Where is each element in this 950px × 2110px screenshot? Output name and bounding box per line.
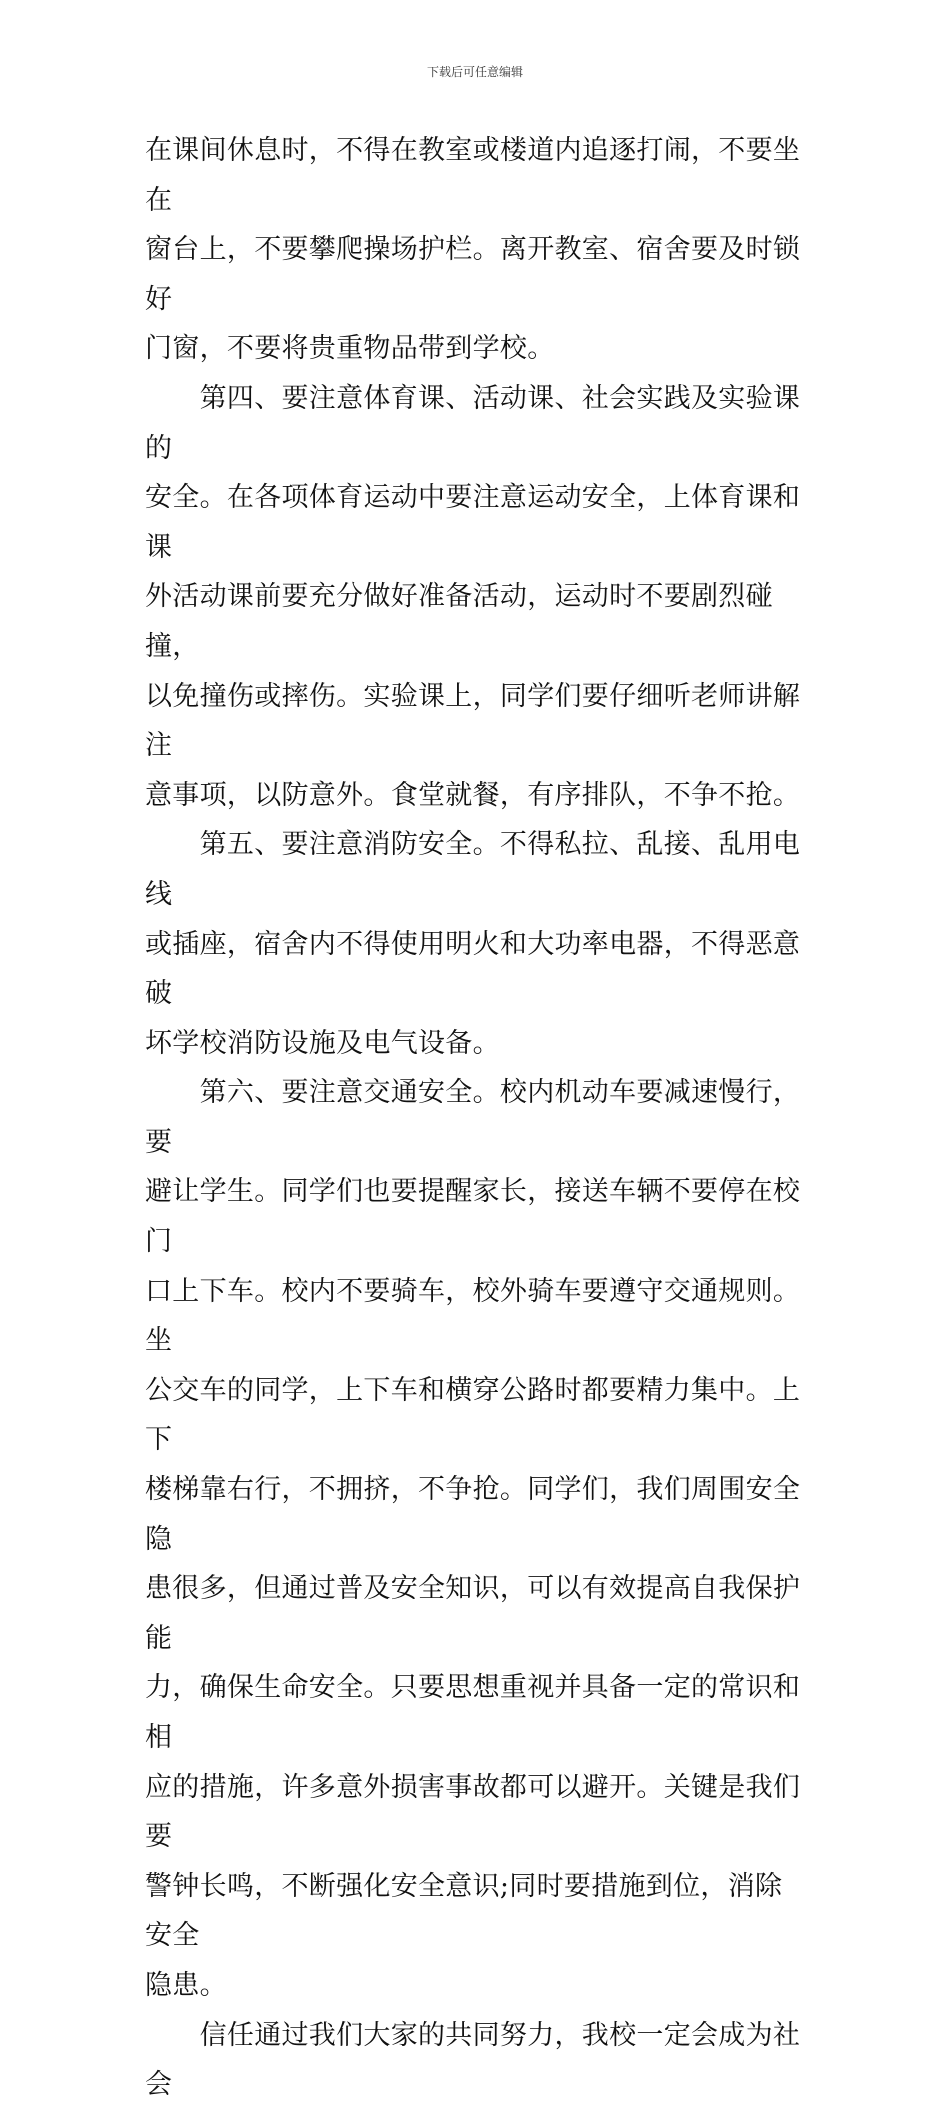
document-body <box>145 126 809 2110</box>
page-header-note: 下载后可任意编辑 <box>426 65 523 79</box>
paragraph-closing: 信任通过我们大家的共同努力，我校一定会成为社会 <box>145 2019 801 2101</box>
paragraph-traffic-safety: 第六、要注意交通安全。校内机动车要减速慢行，要 避让学生。同学们也要提醒家长，接送车辆不要停在校门 口上下车。校内不要骑车，校外骑车要遵守交通规则。坐 公交车的同学，上下车和横穿公路时都要精力集中。上下 楼梯靠右行，不拥挤，不争抢。同学们，我们周围安全隐 患很多，但通过普及安全知识，可以有效提高自我保护能 力，确保生命安全。只要思想重视并具备一定的常识和相 应的措施，许多意外损害事故都可以避开。关键是我们要 警钟长鸣，不断强化安全意识;同时要措施到位，消除安全 隐患。 <box>145 1077 801 2001</box>
paragraph-classroom-safety: 在课间休息时，不得在教室或楼道内追逐打闹，不要坐在 窗台上，不要攀爬操场护栏。离开教室、宿舍要及时锁好 门窗，不要将贵重物品带到学校。 <box>145 135 801 365</box>
paragraph-sports-safety: 第四、要注意体育课、活动课、社会实践及实验课的 安全。在各项体育运动中要注意运动安全，上体育课和课 外活动课前要充分做好准备活动，运动时不要剧烈碰撞， 以免撞伤或摔伤。实验课上，同学们要仔细听老师讲解注 意事项，以防意外。食堂就餐，有序排队，不争不抢。 <box>145 382 801 811</box>
paragraph-fire-safety: 第五、要注意消防安全。不得私拉、乱接、乱用电线 或插座，宿舍内不得使用明火和大功率电器，不得恶意破 坏学校消防设施及电气设备。 <box>145 829 801 1059</box>
